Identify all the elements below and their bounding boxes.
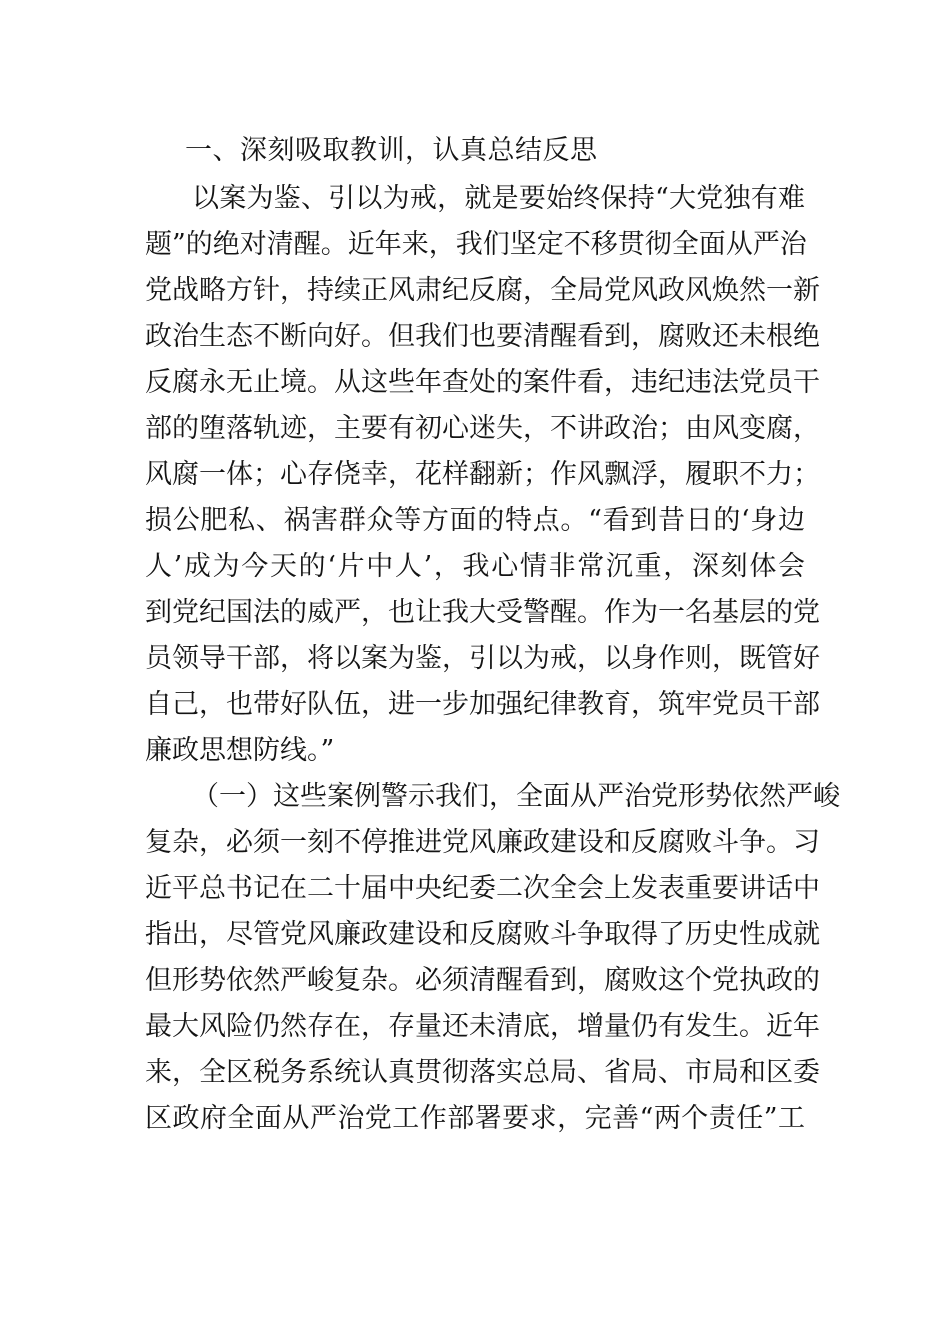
text-line: 廉政思想防线。” — [145, 735, 335, 766]
text-line: 党战略方针，持续正风肃纪反腐，全局党风政风焕然一新 — [145, 275, 820, 306]
text-line: 以案为鉴、引以为戒，就是要始终保持“大党独有难 — [192, 183, 805, 214]
text-line: （一）这些案例警示我们，全面从严治党形势依然严峻 — [192, 781, 840, 812]
text-line: 部的堕落轨迹，主要有初心迷失，不讲政治；由风变腐， — [145, 413, 820, 444]
text-line: 到党纪国法的威严，也让我大受警醒。作为一名基层的党 — [145, 597, 820, 628]
text-line: 指出，尽管党风廉政建设和反腐败斗争取得了历史性成就 — [145, 919, 820, 950]
text-line: 但形势依然严峻复杂。必须清醒看到，腐败这个党执政的 — [145, 965, 820, 996]
text-line: 最大风险仍然存在，存量还未清底，增量仍有发生。近年 — [145, 1011, 820, 1042]
text-line: 反腐永无止境。从这些年查处的案件看，违纪违法党员干 — [145, 367, 820, 398]
text-line: 区政府全面从严治党工作部署要求，完善“两个责任”工 — [145, 1103, 805, 1134]
text-line: 复杂，必须一刻不停推进党风廉政建设和反腐败斗争。习 — [145, 827, 820, 858]
text-line: 自己，也带好队伍，进一步加强纪律教育，筑牢党员干部 — [145, 689, 820, 720]
section-heading: 一、深刻吸取教训，认真总结反思 — [185, 135, 598, 166]
text-line: 损公肥私、祸害群众等方面的特点。“看到昔日的‘身边 — [145, 505, 805, 536]
text-line: 人’成为今天的‘片中人’，我心情非常沉重，深刻体会 — [145, 551, 805, 582]
text-line: 员领导干部，将以案为鉴，引以为戒，以身作则，既管好 — [145, 643, 820, 674]
text-line: 来，全区税务系统认真贯彻落实总局、省局、市局和区委 — [145, 1057, 820, 1088]
text-line: 风腐一体；心存侥幸，花样翻新；作风飘浮，履职不力； — [145, 459, 820, 490]
text-line: 题”的绝对清醒。近年来，我们坚定不移贯彻全面从严治 — [145, 229, 807, 260]
text-line: 近平总书记在二十届中央纪委二次全会上发表重要讲话中 — [145, 873, 820, 904]
text-line: 政治生态不断向好。但我们也要清醒看到，腐败还未根绝 — [145, 321, 820, 352]
